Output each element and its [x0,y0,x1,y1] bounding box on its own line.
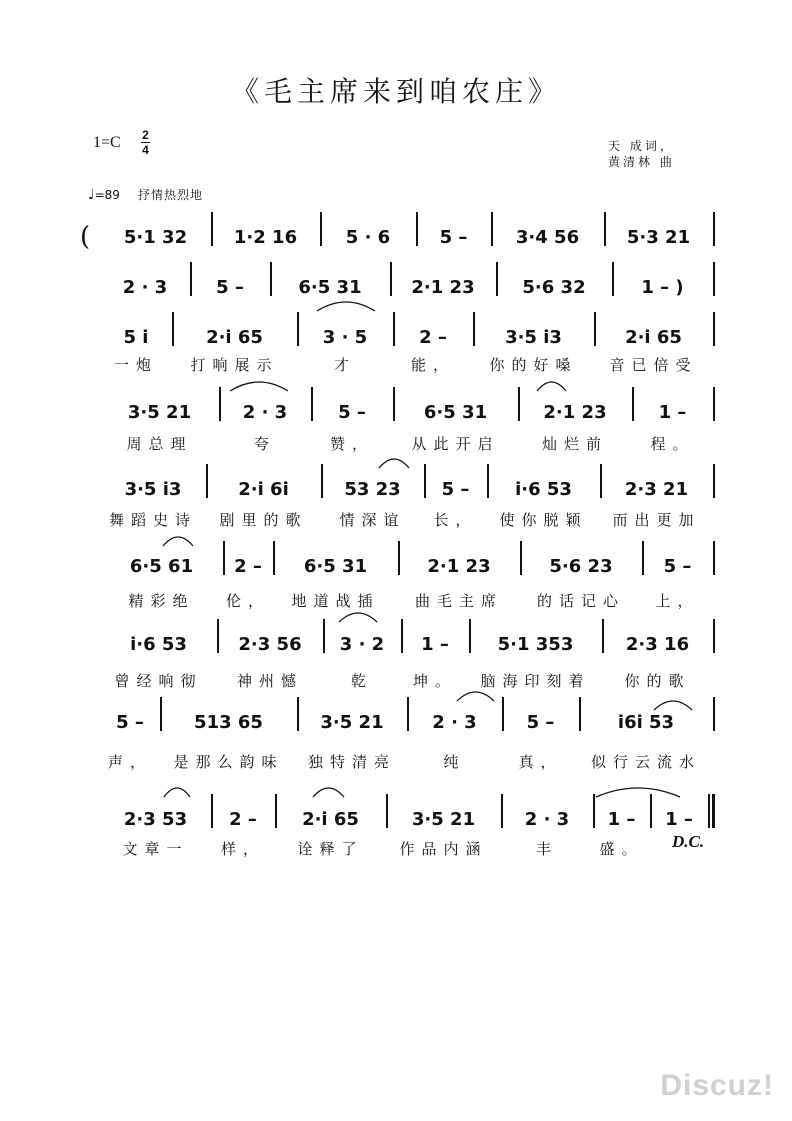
lyric-segment: 而出更加 [612,511,701,529]
barline [708,794,710,828]
slur-arc [379,459,409,468]
lyric-segment: 赞， [329,435,374,453]
measure: 5 – [216,277,244,298]
composer-credit: 黄清林 曲 [608,155,675,169]
measure: 5 – [663,556,692,577]
quarter-note-icon: ♩ [88,187,95,203]
lyric-segment: 长， [433,511,478,529]
measure: 5·3 21 [626,227,691,248]
measure: 5·1 32 [123,227,188,248]
barline [713,697,715,731]
lyric-segment: 地道战插 [291,592,380,610]
barline [713,541,715,575]
final-barline [712,794,715,828]
measure: 5 – [441,479,470,500]
measure: 6·5 61 [129,556,194,577]
lyric-segment: 独特清亮 [307,753,396,771]
tempo-marking [88,186,203,203]
measure: 6·5 31 [298,277,362,298]
lyric-segment: 周总理 [126,435,193,453]
lyric-segment: 文章一 [122,840,189,858]
dc-marking: D.C. [672,832,705,851]
barline [713,464,715,498]
measure: 53 23 [344,479,401,500]
lyric-segment: 从此开启 [411,435,500,453]
measure: 2·1 23 [427,556,491,577]
measure: 3·5 21 [127,402,192,423]
measure: 2·i 65 [206,327,263,348]
lyric-segment: 音已倍受 [609,356,698,374]
measure: 1 – [658,402,687,423]
measure: 2·i 6i [238,479,289,500]
measure: 5·1 353 [497,634,574,655]
slur-arc [654,701,692,710]
open-parenthesis: ( [80,222,91,252]
measure: 2·1 23 [543,402,607,423]
key-signature: 1=C [93,134,121,151]
lyric-segment: 一炮 [113,356,158,374]
lyric-segment: 情深谊 [339,511,406,529]
measure: 2 – [419,327,447,348]
measure: 3·4 56 [515,227,580,248]
lyric-segment: 丰 [535,840,558,858]
lyric-segment: 作品内涵 [399,840,488,858]
measure: 1 – [607,809,636,830]
measure: 5 – [526,712,555,733]
measure: 2 – [229,809,257,830]
measure: 6·5 31 [303,556,368,577]
lyric-segment: 真， [518,753,563,771]
barline [713,312,715,346]
measure: 5 – [439,227,468,248]
measure: 2 · 3 [242,402,288,423]
lyric-segment: 声， [107,753,152,771]
lyric-segment: 使你脱颖 [499,511,588,529]
measure: 2 · 3 [432,712,477,733]
meter-top: 2 [142,128,149,142]
slur-arc [163,537,193,546]
measure: 2·3 16 [625,634,690,655]
credits [608,138,675,170]
lyric-segment: 盛。 [599,840,644,858]
lyric-segment: 伦， [225,592,270,610]
lyric-segment: 夸 [253,435,276,453]
meter-bottom: 4 [142,143,149,157]
lyric-segment: 程。 [650,435,695,453]
lyric-segment: 坤。 [412,672,457,690]
measure: 5 – [116,712,144,733]
measure: 3·5 21 [320,712,384,733]
measure: 5 · 6 [345,227,391,248]
lyric-segment: 的话记心 [536,592,625,610]
measure: 6·5 31 [423,402,488,423]
lyric-segment: 样， [220,840,265,858]
lyric-segment: 舞蹈史诗 [108,511,197,529]
measure: 2·1 23 [411,277,475,298]
measure: 1 – ) [641,277,684,298]
measure: 3 · 2 [339,634,385,655]
lyricist-credit: 天 成词， [608,139,675,153]
slur-arc [537,382,566,391]
barline [713,262,715,296]
lyric-segment: 你的好嗓 [489,356,578,374]
measure: i·6 53 [515,479,572,500]
lyric-segment: 精彩绝 [128,592,195,610]
measure: 513 65 [194,712,263,733]
measure: i6i 53 [617,712,675,733]
lyric-segment: 是那么韵味 [173,753,284,771]
measure: 3 · 5 [322,327,368,348]
measure: 2 · 3 [122,277,168,298]
slur-arc [339,613,377,622]
lyric-segment: 才 [333,356,356,374]
slur-arc [313,788,344,797]
lyric-segment: 脑海印刻着 [480,672,591,690]
measure: 5·6 23 [549,556,613,577]
measure: 2·3 21 [624,479,689,500]
slur-arc [230,382,288,391]
lyric-segment: 打响展示 [190,356,279,374]
lyric-segment: 你的歌 [624,672,691,690]
lyric-segment: 诠释了 [297,840,364,858]
lyric-segment: 乾 [350,672,373,690]
measure: 2·i 65 [625,327,682,348]
lyric-segment: 剧里的歌 [219,511,308,529]
lyric-segment: 灿烂前 [541,435,608,453]
barline [713,212,715,246]
time-signature [141,129,150,156]
expression-marking: 抒情热烈地 [137,188,203,202]
measure: 2·3 56 [238,634,302,655]
measure: 1 – [421,634,449,655]
lyric-segment: 上， [655,592,700,610]
tempo-bpm: =89 [94,188,120,202]
measure: 2 · 3 [524,809,570,830]
measure: 5·6 32 [522,277,586,298]
measure: 1·2 16 [233,227,298,248]
measure: 5 i [123,327,149,348]
lyric-segment: 曲毛主席 [414,592,503,610]
measure: 2 – [234,556,262,577]
song-title: 《毛主席来到咱农庄》 [230,75,561,108]
measure: 1 – [665,809,693,830]
measure: 2·i 65 [302,809,359,830]
slur-arc [596,788,680,797]
slur-arc [457,692,494,701]
slur-arc [164,788,190,797]
watermark-logo: Discuz! [660,1069,774,1102]
lyric-segment: 似行云流水 [590,753,701,771]
lyric-segment: 能， [410,356,455,374]
lyric-segment: 曾经响彻 [114,672,203,690]
barline [713,619,715,653]
measure: 2·3 53 [123,809,188,830]
slur-arc [317,302,375,311]
measure: 5 – [338,402,366,423]
measure: 3·5 21 [411,809,476,830]
barline [713,387,715,421]
measure: i·6 53 [130,634,187,655]
lyric-segment: 神州憾 [236,672,303,690]
measure: 3·5 i3 [505,327,562,348]
lyric-segment: 纯 [443,753,466,771]
measure: 3·5 i3 [124,479,182,500]
